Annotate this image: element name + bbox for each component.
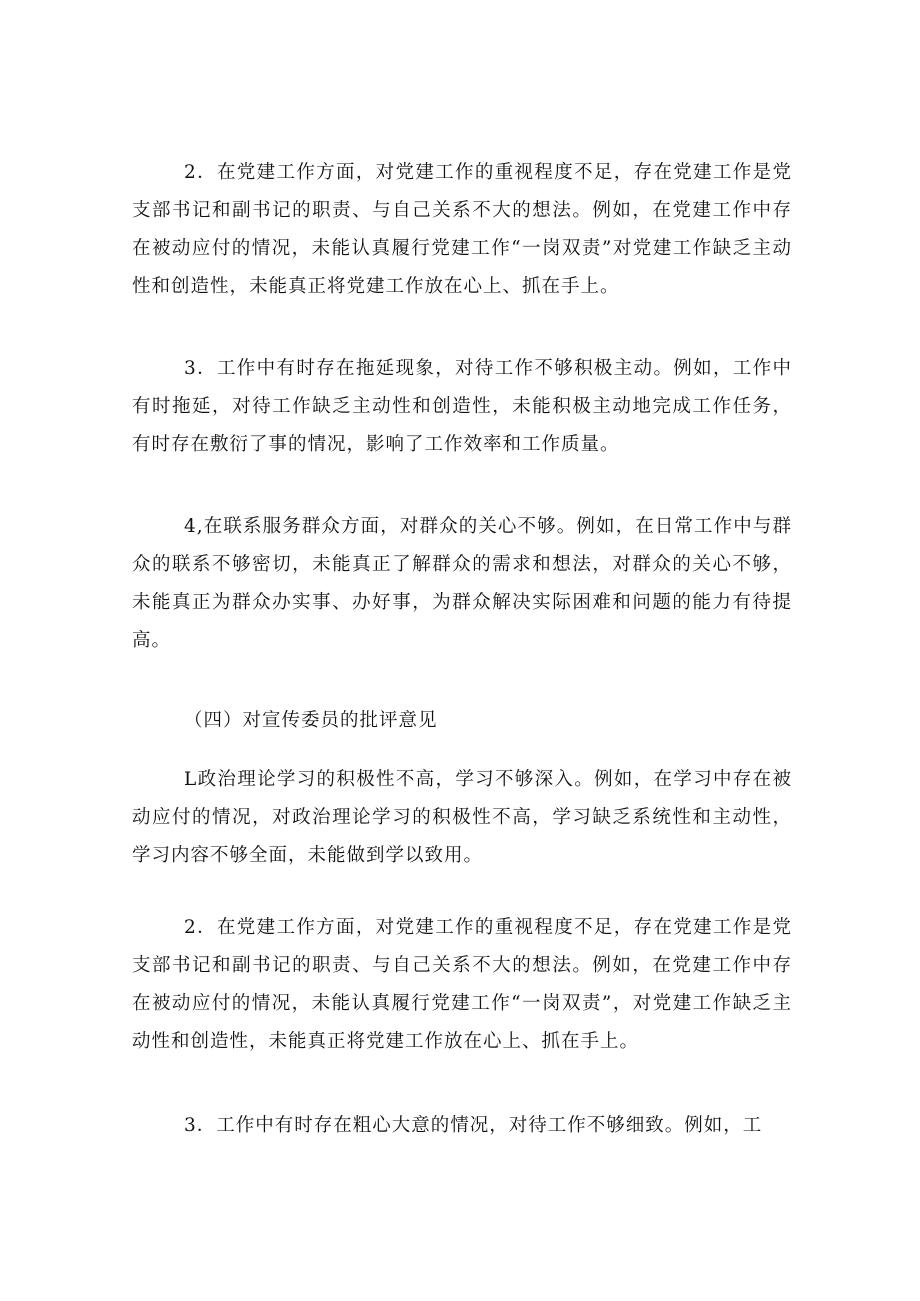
paragraph-theory-study: L政治理论学习的积极性不高，学习不够深入。例如，在学习中存在被动应付的情况，对政治理论学习的积极性不高，学习缺乏系统性和主动性，学习内容不够全面，未能做到学以致用。 — [132, 769, 792, 866]
paragraph-party-building-2: 2．在党建工作方面，对党建工作的重视程度不足，存在党建工作是党支部书记和副书记的职责、与自己关系不大的想法。例如，在党建工作中存在被动应付的情况，未能认真履行党建工作“一岗双责”，对党建工作缺乏主动性和创造性，未能真正将党建工作放在心上、抓在手上。 — [132, 917, 792, 1052]
section-heading: （四）对宣传委员的批评意见 — [184, 710, 438, 731]
paragraph-party-building: 2．在党建工作方面，对党建工作的重视程度不足，存在党建工作是党支部书记和副书记的职责、与自己关系不大的想法。例如，在党建工作中存在被动应付的情况，未能认真履行党建工作“一岗双责”对党建工作缺乏主动性和创造性，未能真正将党建工作放在心上、抓在手上。 — [132, 162, 792, 297]
paragraph-procrastination: 3．工作中有时存在拖延现象，对待工作不够积极主动。例如，工作中有时拖延，对待工作缺乏主动性和创造性，未能积极主动地完成工作任务，有时存在敷衍了事的情况，影响了工作效率和工作质量。 — [132, 358, 792, 455]
paragraph-carelessness: 3．工作中有时存在粗心大意的情况，对待工作不够细致。例如，工 — [184, 1115, 763, 1136]
paragraph-serving-masses: 4,在联系服务群众方面，对群众的关心不够。例如，在日常工作中与群众的联系不够密切，未能真正了解群众的需求和想法，对群众的关心不够，未能真正为群众办实事、办好事，为群众解决实际困难和问题的能力有待提高。 — [132, 516, 792, 651]
